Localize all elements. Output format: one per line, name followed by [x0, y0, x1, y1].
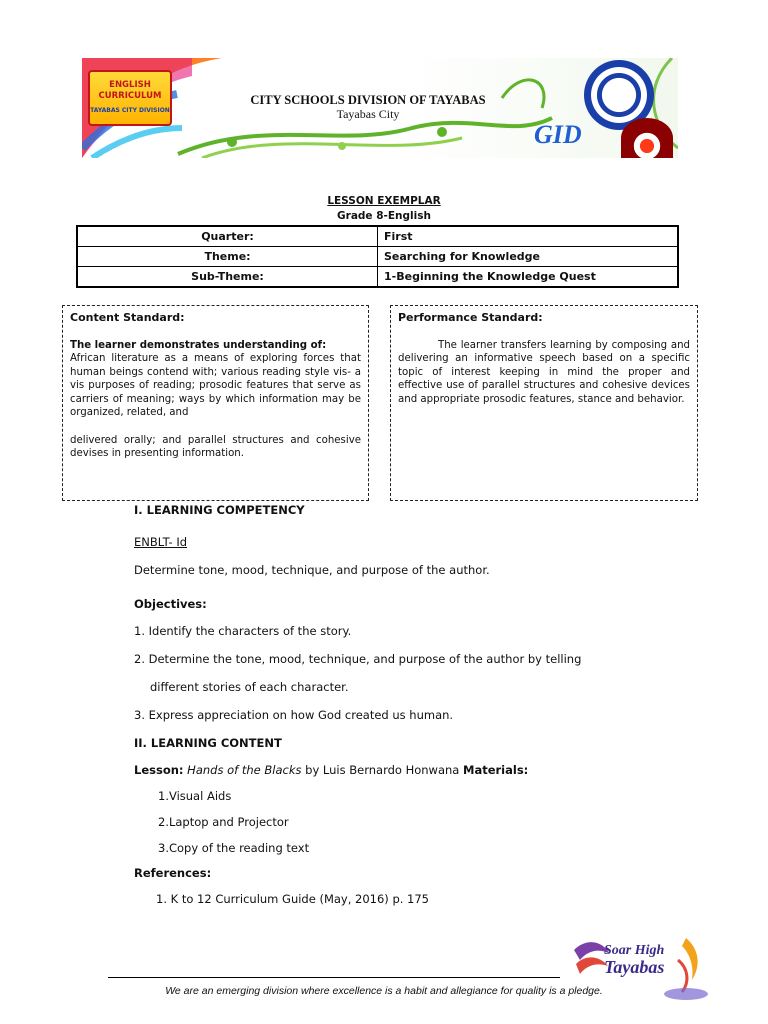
footer-logo-text	[604, 943, 664, 977]
footer-motto: We are an emerging division where excellence is a habit and allegiance for quality is a pledge.	[165, 985, 603, 997]
content-standard-heading: Content Standard:	[70, 311, 185, 324]
objective-item-continued: different stories of each character.	[150, 680, 349, 694]
gid-logo: GID	[534, 120, 582, 149]
objective-item: 2. Determine the tone, mood, technique, and purpose of the author by telling	[134, 652, 582, 666]
lesson-title: Hands of the Blacks	[187, 763, 302, 777]
content-standard-box	[62, 305, 369, 501]
materials-label: Materials:	[463, 763, 529, 777]
english-curriculum-badge	[88, 70, 172, 126]
performance-standard-box	[390, 305, 698, 501]
performance-standard-heading: Performance Standard:	[398, 311, 543, 324]
competency-statement: Determine tone, mood, technique, and purpose of the author.	[134, 563, 490, 577]
badge-title: ENGLISH CURRICULUM	[98, 80, 162, 101]
header-banner	[82, 58, 678, 158]
reference-item: 1. K to 12 Curriculum Guide (May, 2016) p. 175	[156, 892, 430, 906]
content-standard-lead: The learner demonstrates understanding of:	[70, 339, 327, 351]
lesson-exemplar-title: LESSON EXEMPLAR	[327, 195, 441, 207]
division-title: CITY SCHOOLS DIVISION OF TAYABAS	[250, 93, 486, 107]
lesson-info-table	[76, 225, 679, 288]
city-subtitle: Tayabas City	[336, 107, 400, 121]
grade-subject: Grade 8-English	[337, 210, 431, 222]
table-row	[77, 247, 678, 267]
objective-item: 1. Identify the characters of the story.	[134, 624, 352, 638]
logo-line-2: Tayabas	[604, 957, 665, 977]
objectives-heading: Objectives:	[134, 597, 207, 611]
content-standard-para2: delivered orally; and parallel structures and cohesive devises in presenting information.	[70, 434, 361, 459]
performance-standard-text: The learner transfers learning by composing and delivering an informative speech based on a specific topic of interest keeping in mind the proper and effective use of parallel structures and cohesive devices and appropriate prosodic features, stance and behavior.	[398, 339, 690, 405]
lesson-line	[134, 763, 528, 778]
learning-competency-heading: I. LEARNING COMPETENCY	[134, 503, 305, 517]
footer-divider	[108, 977, 560, 978]
content-standard-para1: African literature as a means of exploring forces that human beings contend with; various reading style vis- a vis purposes of reading; prosodic features that serve as carriers of meaning; ways by which information may be organized, related, and	[70, 353, 361, 418]
material-item: 2.Laptop and Projector	[158, 815, 289, 829]
quarter-value: First	[378, 226, 679, 247]
references-heading: References:	[134, 866, 212, 880]
lesson-author: by Luis Bernardo Honwana	[301, 763, 463, 777]
sub-theme-label: Sub-Theme:	[77, 267, 378, 288]
material-item: 1.Visual Aids	[158, 789, 232, 803]
competency-code: ENBLT- Id	[134, 535, 188, 549]
theme-value: Searching for Knowledge	[378, 247, 679, 267]
theme-label: Theme:	[77, 247, 378, 267]
material-item: 3.Copy of the reading text	[158, 841, 310, 855]
sub-theme-value: 1-Beginning the Knowledge Quest	[378, 267, 679, 288]
lesson-label: Lesson:	[134, 763, 184, 777]
badge-subtitle: TAYABAS CITY DIVISION	[90, 107, 170, 114]
learning-content-heading: II. LEARNING CONTENT	[134, 736, 282, 750]
objective-item: 3. Express appreciation on how God created us human.	[134, 708, 454, 722]
table-row	[77, 267, 678, 288]
table-row	[77, 226, 678, 247]
logo-line-1: Soar High	[604, 943, 665, 958]
quarter-label: Quarter:	[77, 226, 378, 247]
tayabas-city-seal-icon	[621, 118, 673, 158]
